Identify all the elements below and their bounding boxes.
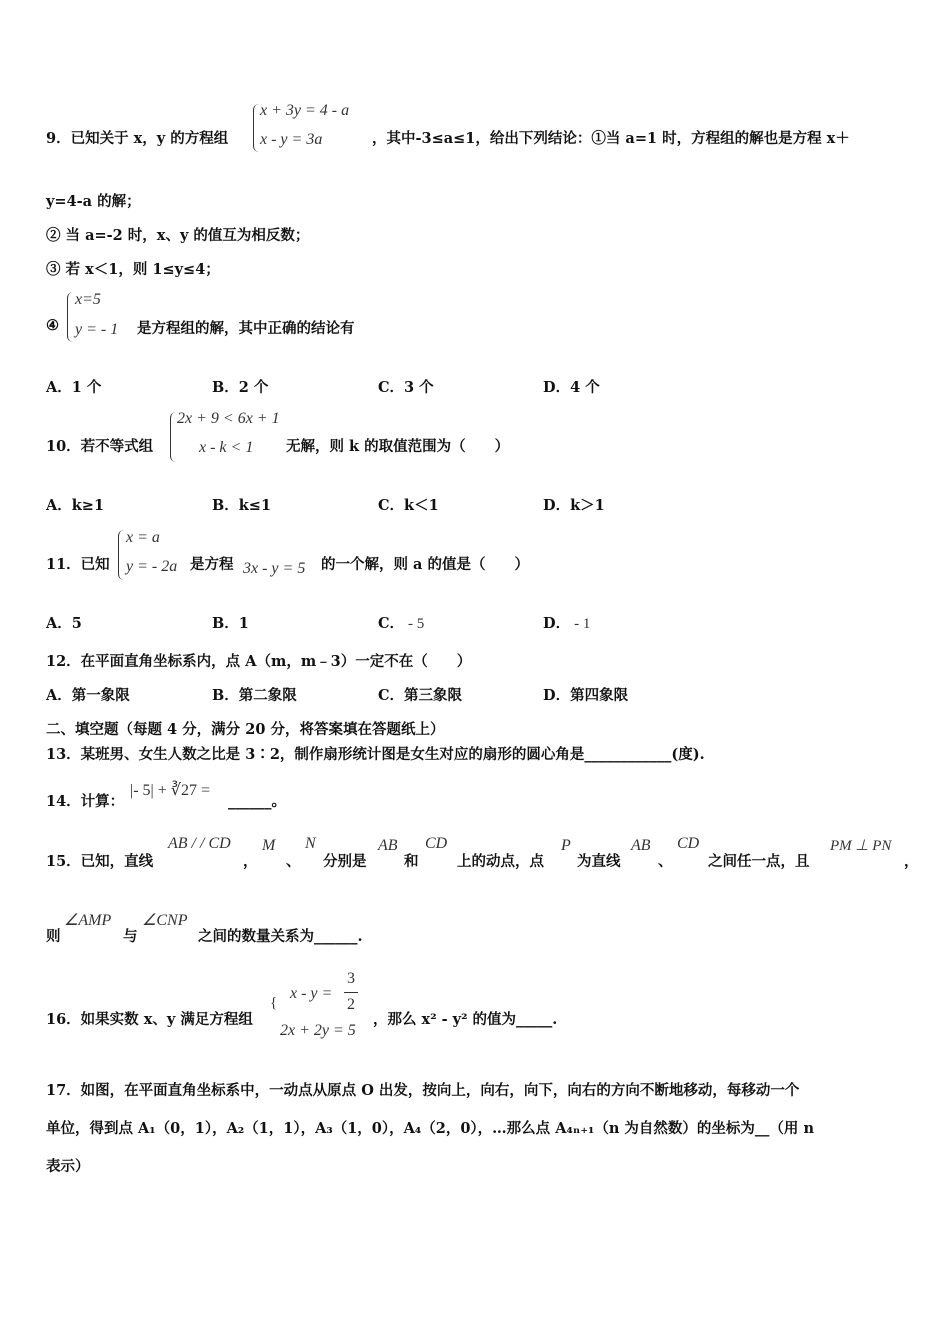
q15-angle-amp: ∠AMP: [64, 912, 112, 929]
q9-equation-2: x - y = 3a: [260, 131, 323, 148]
q15-line2-text-1: 则: [46, 928, 61, 945]
q11-option-d-value: - 1: [574, 616, 591, 632]
q12-option-a[interactable]: A．第一象限: [46, 687, 130, 704]
q10-number: 10．若不等式组: [46, 438, 154, 455]
q15-text-3: 、: [286, 853, 301, 870]
q11-equation: 3x - y = 5: [243, 560, 306, 577]
q11-option-b[interactable]: B．1: [212, 615, 249, 632]
q10-inequality-2: x - k < 1: [199, 439, 254, 456]
q15-math-ab-2: AB: [631, 837, 651, 854]
q15-text-8: 、: [658, 853, 673, 870]
q9-option-c[interactable]: C．3 个: [378, 379, 434, 396]
section-2-title: 二、填空题（每题 4 分，满分 20 分，将答案填在答题纸上）: [46, 721, 445, 738]
q11-number: 11．已知: [46, 556, 110, 573]
q11-option-d-label: D．: [543, 615, 571, 632]
q15-math-ab-1: AB: [378, 837, 398, 854]
q11-system-brace: [118, 530, 125, 580]
q9-option-b[interactable]: B．2 个: [212, 379, 269, 396]
q16-prefix: 16．如果实数 x、y 满足方程组: [46, 1011, 253, 1028]
q9-statement-3: ③ 若 x＜1，则 1≤y≤4；: [46, 261, 220, 278]
q16-fraction-bar: [344, 992, 358, 993]
q15-math-cd-2: CD: [677, 835, 700, 852]
q15-text-1: 15．已知，直线: [46, 853, 154, 870]
q12-option-c[interactable]: C．第三象限: [378, 687, 463, 704]
q16-brace-glyph: {: [270, 995, 278, 1011]
q16-eq1-denominator: 2: [347, 996, 355, 1013]
q10-option-d[interactable]: D．k＞1: [543, 497, 605, 514]
q9-conditions-cont: y=4-a 的解；: [46, 193, 141, 210]
q15-text-10: ，: [904, 853, 919, 870]
q9-statement-4-brace: [67, 292, 74, 342]
q15-math-cd-1: CD: [425, 835, 448, 852]
q9-option-a[interactable]: A．1 个: [46, 379, 102, 396]
q9-option-d[interactable]: D．4 个: [543, 379, 600, 396]
q11-option-d[interactable]: [543, 612, 590, 633]
q9-number: 9．已知关于 x，y 的方程组: [46, 130, 229, 147]
q10-option-b[interactable]: B．k≤1: [212, 497, 272, 514]
q16-eq1-left: x - y =: [290, 985, 333, 1002]
q15-text-9: 之间任一点，且: [708, 853, 810, 870]
q15-text-6: 上的动点，点: [457, 853, 544, 870]
q16-question: ，那么 x² - y² 的值为_____.: [373, 1011, 558, 1028]
q10-inequality-1: 2x + 9 < 6x + 1: [177, 410, 280, 427]
q15-math-m: M: [262, 837, 276, 854]
q17-line-1: 17．如图，在平面直角坐标系中，一动点从原点 O 出发，按向上，向右，向下，向右的方向不断地移动，每移动一个: [46, 1082, 800, 1099]
q17-line-3: 表示）: [46, 1158, 90, 1175]
q12-option-d[interactable]: D．第四象限: [543, 687, 629, 704]
q15-text-5: 和: [404, 853, 419, 870]
q10-system-brace: [170, 412, 177, 462]
q15-text-2: ，: [243, 853, 258, 870]
q11-eq-1: x = a: [126, 529, 160, 546]
q9-statement-4-marker: ④: [46, 317, 59, 334]
q15-text-4: 分别是: [323, 853, 367, 870]
q16-eq2: 2x + 2y = 5: [280, 1022, 356, 1039]
q14-blank: ______。: [228, 793, 286, 810]
q10-question: 无解，则 k 的取值范围为（ ）: [286, 438, 510, 455]
q11-option-c-value: - 5: [408, 616, 425, 632]
q12-question: 12．在平面直角坐标系内，点 A（m，m﹣3）一定不在（ ）: [46, 653, 472, 670]
q11-option-a[interactable]: A．5: [46, 615, 82, 632]
q16-eq1-numerator: 3: [347, 970, 355, 987]
q14-expression: |- 5| + ∛27 =: [130, 782, 210, 799]
q15-text-7: 为直线: [577, 853, 621, 870]
q15-line2-text-2: 与: [123, 928, 138, 945]
q11-option-c[interactable]: [378, 612, 424, 633]
q11-text-mid: 是方程: [190, 556, 234, 573]
q9-statement-4-text: 是方程组的解，其中正确的结论有: [137, 320, 355, 337]
q9-conditions: ，其中-3≤a≤1，给出下列结论：①当 a=1 时，方程组的解也是方程 x＋: [372, 130, 850, 147]
q17-line-2: 单位，得到点 A₁（0，1），A₂（1，1），A₃（1，0），A₄（2，0），…那么点 A₄ₙ₊₁（n 为自然数）的坐标为__（用 n: [46, 1120, 815, 1137]
q15-angle-cnp: ∠CNP: [142, 912, 188, 929]
q15-math-n: N: [305, 835, 316, 852]
q15-line2-text-3: 之间的数量关系为______.: [198, 928, 363, 945]
q15-math-ab-parallel-cd: AB / / CD: [168, 835, 231, 852]
q11-question: 的一个解，则 a 的值是（ ）: [321, 556, 529, 573]
q13-question: 13．某班男、女生人数之比是 3∶2，制作扇形统计图是女生对应的扇形的圆心角是____________(度).: [46, 746, 705, 763]
q10-option-a[interactable]: A．k≥1: [46, 497, 105, 514]
q12-option-b[interactable]: B．第二象限: [212, 687, 297, 704]
q9-statement-2: ② 当 a=-2 时，x、y 的值互为相反数；: [46, 227, 310, 244]
q9-equation-1: x + 3y = 4 - a: [260, 102, 350, 119]
q15-math-pm-perp-pn: PM ⊥ PN: [830, 838, 892, 854]
q9-system-brace: [253, 104, 260, 152]
q9-statement-4-eq1: x=5: [75, 291, 101, 308]
q9-statement-4-eq2: y = - 1: [75, 321, 119, 338]
q15-math-p: P: [561, 837, 571, 854]
q14-prefix: 14．计算：: [46, 793, 125, 810]
q11-eq-2: y = - 2a: [126, 558, 178, 575]
q10-option-c[interactable]: C．k＜1: [378, 497, 439, 514]
q11-option-c-label: C．: [378, 615, 405, 632]
